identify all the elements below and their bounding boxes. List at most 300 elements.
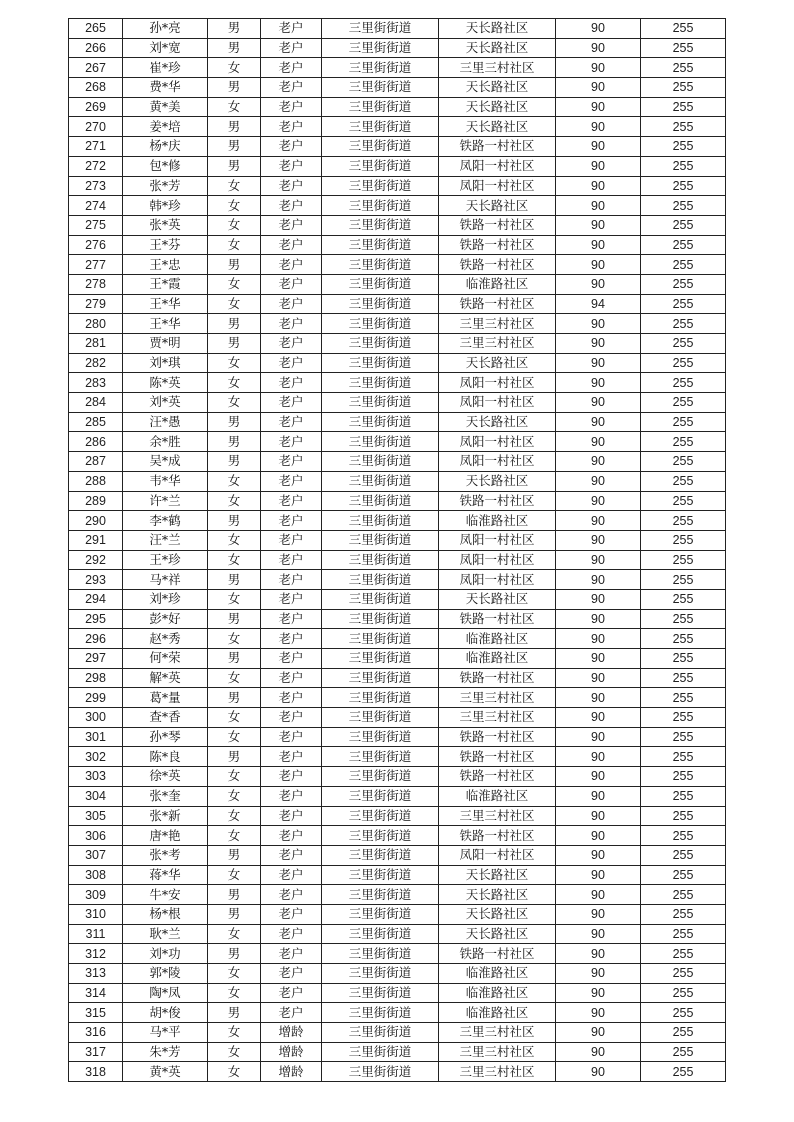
row-number-cell: 317 [69,1042,123,1062]
community-cell: 凤阳一村社区 [439,373,556,393]
row-number-cell: 287 [69,452,123,472]
household-type-cell: 老户 [261,176,322,196]
row-number-cell: 318 [69,1062,123,1082]
household-type-cell: 老户 [261,471,322,491]
gender-cell: 女 [208,530,261,550]
household-type-cell: 老户 [261,196,322,216]
gender-cell: 男 [208,747,261,767]
age-cell: 90 [556,19,641,39]
community-cell: 三里三村社区 [439,1023,556,1043]
community-cell: 天长路社区 [439,589,556,609]
age-cell: 90 [556,826,641,846]
name-cell: 彭*好 [123,609,208,629]
community-cell: 天长路社区 [439,904,556,924]
gender-cell: 男 [208,137,261,157]
gender-cell: 女 [208,727,261,747]
table-row [69,904,726,924]
gender-cell: 女 [208,491,261,511]
name-cell: 解*英 [123,668,208,688]
age-cell: 90 [556,944,641,964]
amount-cell: 255 [641,97,726,117]
row-number-cell: 271 [69,137,123,157]
community-cell: 临淮路社区 [439,274,556,294]
row-number-cell: 293 [69,570,123,590]
household-type-cell: 老户 [261,511,322,531]
row-number-cell: 302 [69,747,123,767]
community-cell: 临淮路社区 [439,1003,556,1023]
name-cell: 贾*明 [123,334,208,354]
age-cell: 90 [556,688,641,708]
household-type-cell: 老户 [261,924,322,944]
street-cell: 三里街街道 [322,1062,439,1082]
community-cell: 天长路社区 [439,97,556,117]
household-type-cell: 老户 [261,747,322,767]
name-cell: 陈*良 [123,747,208,767]
age-cell: 90 [556,491,641,511]
table-row [69,137,726,157]
household-type-cell: 老户 [261,964,322,984]
name-cell: 张*考 [123,845,208,865]
household-type-cell: 老户 [261,393,322,413]
household-type-cell: 老户 [261,629,322,649]
community-cell: 凤阳一村社区 [439,550,556,570]
age-cell: 90 [556,58,641,78]
gender-cell: 男 [208,1003,261,1023]
gender-cell: 女 [208,1023,261,1043]
name-cell: 张*芳 [123,176,208,196]
table-row [69,767,726,787]
row-number-cell: 285 [69,412,123,432]
row-number-cell: 300 [69,708,123,728]
amount-cell: 255 [641,727,726,747]
household-type-cell: 老户 [261,708,322,728]
gender-cell: 女 [208,767,261,787]
age-cell: 90 [556,865,641,885]
street-cell: 三里街街道 [322,137,439,157]
gender-cell: 男 [208,314,261,334]
age-cell: 90 [556,471,641,491]
community-cell: 铁路一村社区 [439,727,556,747]
age-cell: 90 [556,530,641,550]
name-cell: 刘*英 [123,393,208,413]
amount-cell: 255 [641,964,726,984]
table-row [69,58,726,78]
gender-cell: 男 [208,609,261,629]
amount-cell: 255 [641,215,726,235]
amount-cell: 255 [641,432,726,452]
household-type-cell: 老户 [261,668,322,688]
household-type-cell: 老户 [261,274,322,294]
table-row [69,393,726,413]
row-number-cell: 266 [69,38,123,58]
community-cell: 凤阳一村社区 [439,570,556,590]
age-cell: 90 [556,786,641,806]
community-cell: 凤阳一村社区 [439,176,556,196]
street-cell: 三里街街道 [322,806,439,826]
table-row [69,589,726,609]
community-cell: 三里三村社区 [439,314,556,334]
gender-cell: 女 [208,353,261,373]
row-number-cell: 299 [69,688,123,708]
table-row [69,215,726,235]
roster-body [69,19,726,1082]
street-cell: 三里街街道 [322,629,439,649]
amount-cell: 255 [641,767,726,787]
amount-cell: 255 [641,491,726,511]
gender-cell: 男 [208,944,261,964]
amount-cell: 255 [641,924,726,944]
street-cell: 三里街街道 [322,432,439,452]
table-row [69,274,726,294]
age-cell: 90 [556,924,641,944]
community-cell: 三里三村社区 [439,58,556,78]
name-cell: 牛*安 [123,885,208,905]
name-cell: 韦*华 [123,471,208,491]
age-cell: 90 [556,550,641,570]
name-cell: 刘*琪 [123,353,208,373]
street-cell: 三里街街道 [322,727,439,747]
name-cell: 陈*英 [123,373,208,393]
household-type-cell: 老户 [261,609,322,629]
amount-cell: 255 [641,353,726,373]
table-row [69,727,726,747]
street-cell: 三里街街道 [322,58,439,78]
community-cell: 铁路一村社区 [439,137,556,157]
age-cell: 90 [556,649,641,669]
name-cell: 唐*艳 [123,826,208,846]
table-row [69,78,726,98]
household-type-cell: 增龄 [261,1042,322,1062]
row-number-cell: 268 [69,78,123,98]
name-cell: 王*华 [123,314,208,334]
row-number-cell: 286 [69,432,123,452]
gender-cell: 男 [208,649,261,669]
row-number-cell: 274 [69,196,123,216]
gender-cell: 女 [208,1042,261,1062]
age-cell: 90 [556,727,641,747]
gender-cell: 女 [208,97,261,117]
street-cell: 三里街街道 [322,117,439,137]
street-cell: 三里街街道 [322,668,439,688]
amount-cell: 255 [641,196,726,216]
table-row [69,235,726,255]
community-cell: 天长路社区 [439,19,556,39]
table-row [69,964,726,984]
community-cell: 天长路社区 [439,196,556,216]
name-cell: 许*兰 [123,491,208,511]
amount-cell: 255 [641,294,726,314]
gender-cell: 女 [208,215,261,235]
table-row [69,668,726,688]
community-cell: 天长路社区 [439,471,556,491]
age-cell: 90 [556,806,641,826]
community-cell: 三里三村社区 [439,806,556,826]
household-type-cell: 老户 [261,294,322,314]
amount-cell: 255 [641,137,726,157]
street-cell: 三里街街道 [322,649,439,669]
amount-cell: 255 [641,19,726,39]
table-row [69,609,726,629]
table-row [69,865,726,885]
street-cell: 三里街街道 [322,215,439,235]
age-cell: 90 [556,38,641,58]
row-number-cell: 292 [69,550,123,570]
amount-cell: 255 [641,609,726,629]
amount-cell: 255 [641,176,726,196]
community-cell: 凤阳一村社区 [439,452,556,472]
table-row [69,826,726,846]
amount-cell: 255 [641,452,726,472]
street-cell: 三里街街道 [322,196,439,216]
community-cell: 凤阳一村社区 [439,530,556,550]
row-number-cell: 275 [69,215,123,235]
street-cell: 三里街街道 [322,97,439,117]
gender-cell: 女 [208,274,261,294]
row-number-cell: 295 [69,609,123,629]
household-type-cell: 老户 [261,570,322,590]
name-cell: 李*鹤 [123,511,208,531]
household-type-cell: 老户 [261,373,322,393]
amount-cell: 255 [641,688,726,708]
age-cell: 90 [556,156,641,176]
street-cell: 三里街街道 [322,511,439,531]
gender-cell: 女 [208,471,261,491]
household-type-cell: 老户 [261,550,322,570]
row-number-cell: 315 [69,1003,123,1023]
street-cell: 三里街街道 [322,904,439,924]
table-row [69,944,726,964]
amount-cell: 255 [641,708,726,728]
community-cell: 凤阳一村社区 [439,156,556,176]
name-cell: 王*珍 [123,550,208,570]
community-cell: 临淮路社区 [439,511,556,531]
community-cell: 临淮路社区 [439,629,556,649]
name-cell: 张*新 [123,806,208,826]
community-cell: 铁路一村社区 [439,235,556,255]
name-cell: 黄*英 [123,1062,208,1082]
amount-cell: 255 [641,235,726,255]
gender-cell: 女 [208,550,261,570]
amount-cell: 255 [641,1062,726,1082]
row-number-cell: 280 [69,314,123,334]
street-cell: 三里街街道 [322,491,439,511]
table-row [69,471,726,491]
street-cell: 三里街街道 [322,885,439,905]
table-row [69,924,726,944]
age-cell: 90 [556,964,641,984]
amount-cell: 255 [641,570,726,590]
age-cell: 90 [556,412,641,432]
row-number-cell: 277 [69,255,123,275]
age-cell: 90 [556,1023,641,1043]
gender-cell: 男 [208,432,261,452]
community-cell: 铁路一村社区 [439,826,556,846]
age-cell: 90 [556,609,641,629]
street-cell: 三里街街道 [322,589,439,609]
row-number-cell: 279 [69,294,123,314]
amount-cell: 255 [641,393,726,413]
community-cell: 铁路一村社区 [439,668,556,688]
row-number-cell: 305 [69,806,123,826]
household-type-cell: 老户 [261,491,322,511]
row-number-cell: 311 [69,924,123,944]
street-cell: 三里街街道 [322,412,439,432]
gender-cell: 男 [208,78,261,98]
gender-cell: 女 [208,58,261,78]
gender-cell: 女 [208,964,261,984]
row-number-cell: 303 [69,767,123,787]
household-type-cell: 老户 [261,688,322,708]
gender-cell: 女 [208,865,261,885]
age-cell: 90 [556,452,641,472]
table-row [69,747,726,767]
amount-cell: 255 [641,78,726,98]
name-cell: 陶*凤 [123,983,208,1003]
household-type-cell: 老户 [261,314,322,334]
household-type-cell: 老户 [261,983,322,1003]
household-type-cell: 老户 [261,19,322,39]
name-cell: 王*霞 [123,274,208,294]
amount-cell: 255 [641,117,726,137]
row-number-cell: 314 [69,983,123,1003]
amount-cell: 255 [641,1003,726,1023]
gender-cell: 男 [208,511,261,531]
age-cell: 90 [556,845,641,865]
community-cell: 铁路一村社区 [439,294,556,314]
age-cell: 90 [556,668,641,688]
household-type-cell: 老户 [261,826,322,846]
community-cell: 三里三村社区 [439,334,556,354]
row-number-cell: 298 [69,668,123,688]
name-cell: 朱*芳 [123,1042,208,1062]
name-cell: 郭*陵 [123,964,208,984]
household-type-cell: 增龄 [261,1062,322,1082]
table-row [69,786,726,806]
table-row [69,294,726,314]
age-cell: 90 [556,747,641,767]
table-row [69,117,726,137]
gender-cell: 女 [208,235,261,255]
household-type-cell: 老户 [261,38,322,58]
amount-cell: 255 [641,255,726,275]
age-cell: 94 [556,294,641,314]
street-cell: 三里街街道 [322,570,439,590]
community-cell: 三里三村社区 [439,1042,556,1062]
table-row [69,629,726,649]
street-cell: 三里街街道 [322,845,439,865]
name-cell: 何*荣 [123,649,208,669]
community-cell: 天长路社区 [439,865,556,885]
table-row [69,688,726,708]
amount-cell: 255 [641,649,726,669]
community-cell: 凤阳一村社区 [439,432,556,452]
age-cell: 90 [556,78,641,98]
household-type-cell: 老户 [261,353,322,373]
street-cell: 三里街街道 [322,747,439,767]
amount-cell: 255 [641,38,726,58]
amount-cell: 255 [641,806,726,826]
name-cell: 崔*珍 [123,58,208,78]
age-cell: 90 [556,97,641,117]
table-row [69,176,726,196]
name-cell: 刘*宽 [123,38,208,58]
community-cell: 铁路一村社区 [439,491,556,511]
gender-cell: 女 [208,294,261,314]
age-cell: 90 [556,314,641,334]
household-type-cell: 老户 [261,78,322,98]
row-number-cell: 310 [69,904,123,924]
gender-cell: 男 [208,570,261,590]
table-row [69,334,726,354]
street-cell: 三里街街道 [322,373,439,393]
gender-cell: 女 [208,196,261,216]
street-cell: 三里街街道 [322,609,439,629]
name-cell: 张*英 [123,215,208,235]
gender-cell: 男 [208,688,261,708]
street-cell: 三里街街道 [322,274,439,294]
amount-cell: 255 [641,629,726,649]
street-cell: 三里街街道 [322,353,439,373]
street-cell: 三里街街道 [322,471,439,491]
name-cell: 刘*功 [123,944,208,964]
street-cell: 三里街街道 [322,38,439,58]
row-number-cell: 291 [69,530,123,550]
gender-cell: 男 [208,156,261,176]
amount-cell: 255 [641,334,726,354]
amount-cell: 255 [641,412,726,432]
amount-cell: 255 [641,373,726,393]
amount-cell: 255 [641,747,726,767]
household-type-cell: 老户 [261,156,322,176]
household-type-cell: 老户 [261,117,322,137]
age-cell: 90 [556,1003,641,1023]
amount-cell: 255 [641,274,726,294]
name-cell: 张*奎 [123,786,208,806]
gender-cell: 女 [208,373,261,393]
street-cell: 三里街街道 [322,176,439,196]
amount-cell: 255 [641,471,726,491]
table-row [69,845,726,865]
age-cell: 90 [556,432,641,452]
table-row [69,452,726,472]
name-cell: 汪*愚 [123,412,208,432]
table-row [69,806,726,826]
community-cell: 铁路一村社区 [439,747,556,767]
row-number-cell: 265 [69,19,123,39]
name-cell: 费*华 [123,78,208,98]
name-cell: 孙*琴 [123,727,208,747]
table-row [69,649,726,669]
gender-cell: 男 [208,412,261,432]
street-cell: 三里街街道 [322,786,439,806]
table-row [69,1023,726,1043]
row-number-cell: 289 [69,491,123,511]
name-cell: 孙*亮 [123,19,208,39]
row-number-cell: 281 [69,334,123,354]
household-type-cell: 老户 [261,806,322,826]
household-type-cell: 老户 [261,865,322,885]
street-cell: 三里街街道 [322,530,439,550]
table-row [69,491,726,511]
community-cell: 天长路社区 [439,885,556,905]
name-cell: 王*芬 [123,235,208,255]
household-type-cell: 老户 [261,334,322,354]
household-type-cell: 老户 [261,649,322,669]
community-cell: 天长路社区 [439,924,556,944]
table-row [69,353,726,373]
age-cell: 90 [556,511,641,531]
name-cell: 徐*英 [123,767,208,787]
